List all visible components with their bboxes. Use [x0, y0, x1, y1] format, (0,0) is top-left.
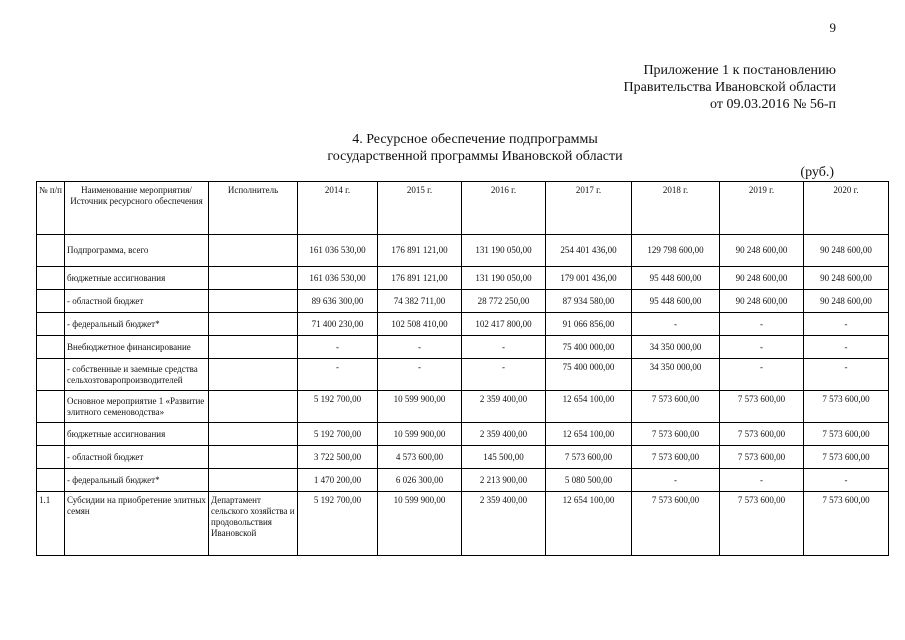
cell-2019: 7 573 600,00: [720, 423, 804, 446]
cell-2017: 5 080 500,00: [546, 469, 632, 492]
header-num: № п/п: [37, 182, 65, 235]
cell-2019: 90 248 600,00: [720, 290, 804, 313]
row-name: бюджетные ассигнования: [65, 423, 209, 446]
cell-2019: 7 573 600,00: [720, 492, 804, 556]
cell-2020: -: [804, 359, 889, 391]
cell-2018: 34 350 000,00: [632, 336, 720, 359]
cell-2018: 34 350 000,00: [632, 359, 720, 391]
header-year-2016: 2016 г.: [462, 182, 546, 235]
cell-2014: -: [298, 336, 378, 359]
cell-2019: -: [720, 313, 804, 336]
cell-2018: 129 798 600,00: [632, 235, 720, 267]
row-name: - областной бюджет: [65, 446, 209, 469]
cell-2014: 89 636 300,00: [298, 290, 378, 313]
header-year-2019: 2019 г.: [720, 182, 804, 235]
header-year-2015: 2015 г.: [378, 182, 462, 235]
table-row: [37, 359, 889, 391]
cell-2015: 6 026 300,00: [378, 469, 462, 492]
cell-2018: 7 573 600,00: [632, 391, 720, 423]
row-executor: [209, 235, 298, 267]
cell-2014: 161 036 530,00: [298, 235, 378, 267]
cell-2015: 10 599 900,00: [378, 492, 462, 556]
cell-2020: 90 248 600,00: [804, 290, 889, 313]
cell-2014: 5 192 700,00: [298, 492, 378, 556]
cell-2017: 12 654 100,00: [546, 492, 632, 556]
currency-unit: (руб.): [800, 165, 834, 180]
cell-2018: -: [632, 313, 720, 336]
cell-2019: -: [720, 336, 804, 359]
cell-2018: -: [632, 469, 720, 492]
row-executor: [209, 391, 298, 423]
table-row: [37, 423, 889, 446]
appendix-line-3: от 09.03.2016 № 56-п: [710, 97, 836, 112]
table-row: [37, 391, 889, 423]
row-executor: [209, 423, 298, 446]
row-name: Внебюджетное финансирование: [65, 336, 209, 359]
cell-2019: 90 248 600,00: [720, 235, 804, 267]
cell-2019: 90 248 600,00: [720, 267, 804, 290]
table-header-row: [37, 182, 889, 235]
cell-2017: 12 654 100,00: [546, 423, 632, 446]
table-row: [37, 267, 889, 290]
header-year-2020: 2020 г.: [804, 182, 889, 235]
row-num: [37, 469, 65, 492]
cell-2016: 131 190 050,00: [462, 267, 546, 290]
row-executor: [209, 446, 298, 469]
row-num: [37, 423, 65, 446]
table-row: [37, 290, 889, 313]
cell-2017: 179 001 436,00: [546, 267, 632, 290]
title-line-1: 4. Ресурсное обеспечение подпрограммы: [352, 132, 598, 147]
row-executor: [209, 267, 298, 290]
row-executor: [209, 290, 298, 313]
cell-2016: -: [462, 359, 546, 391]
row-executor: [209, 359, 298, 391]
cell-2020: 7 573 600,00: [804, 391, 889, 423]
header-year-2017: 2017 г.: [546, 182, 632, 235]
cell-2018: 7 573 600,00: [632, 423, 720, 446]
row-num: [37, 391, 65, 423]
cell-2017: 87 934 580,00: [546, 290, 632, 313]
appendix-note: [624, 62, 836, 113]
cell-2016: 145 500,00: [462, 446, 546, 469]
cell-2015: 10 599 900,00: [378, 391, 462, 423]
cell-2014: 71 400 230,00: [298, 313, 378, 336]
cell-2016: 102 417 800,00: [462, 313, 546, 336]
appendix-line-1: Приложение 1 к постановлению: [643, 63, 836, 78]
cell-2014: 161 036 530,00: [298, 267, 378, 290]
cell-2016: 131 190 050,00: [462, 235, 546, 267]
cell-2014: 1 470 200,00: [298, 469, 378, 492]
row-num: [37, 235, 65, 267]
row-name: Подпрограмма, всего: [65, 235, 209, 267]
table-row: [37, 469, 889, 492]
row-name: Субсидии на приобретение элитных семян: [65, 492, 209, 556]
cell-2015: 176 891 121,00: [378, 267, 462, 290]
row-num: [37, 267, 65, 290]
cell-2014: 5 192 700,00: [298, 391, 378, 423]
row-name: - федеральный бюджет*: [65, 313, 209, 336]
cell-2019: 7 573 600,00: [720, 446, 804, 469]
header-year-2018: 2018 г.: [632, 182, 720, 235]
cell-2014: 5 192 700,00: [298, 423, 378, 446]
cell-2016: 2 359 400,00: [462, 492, 546, 556]
cell-2017: 12 654 100,00: [546, 391, 632, 423]
cell-2018: 95 448 600,00: [632, 290, 720, 313]
row-executor: Департамент сельского хозяйства и продовольствия Ивановской: [209, 492, 298, 556]
page-number: 9: [829, 20, 836, 35]
row-num: [37, 446, 65, 469]
header-executor: Исполнитель: [209, 182, 298, 235]
row-name: бюджетные ассигнования: [65, 267, 209, 290]
cell-2016: 2 213 900,00: [462, 469, 546, 492]
cell-2015: 102 508 410,00: [378, 313, 462, 336]
document-title: [175, 131, 775, 165]
cell-2020: 7 573 600,00: [804, 423, 889, 446]
cell-2017: 254 401 436,00: [546, 235, 632, 267]
cell-2016: 2 359 400,00: [462, 423, 546, 446]
cell-2015: 10 599 900,00: [378, 423, 462, 446]
row-num: [37, 336, 65, 359]
row-executor: [209, 469, 298, 492]
cell-2015: -: [378, 336, 462, 359]
header-name: Наименование мероприятия/Источник ресурсного обеспечения: [65, 182, 209, 235]
cell-2020: -: [804, 313, 889, 336]
cell-2016: -: [462, 336, 546, 359]
cell-2020: 90 248 600,00: [804, 267, 889, 290]
cell-2016: 28 772 250,00: [462, 290, 546, 313]
table-row: [37, 235, 889, 267]
cell-2020: 7 573 600,00: [804, 446, 889, 469]
cell-2020: -: [804, 336, 889, 359]
cell-2017: 75 400 000,00: [546, 336, 632, 359]
cell-2019: -: [720, 469, 804, 492]
row-executor: [209, 313, 298, 336]
cell-2015: 74 382 711,00: [378, 290, 462, 313]
cell-2015: 4 573 600,00: [378, 446, 462, 469]
cell-2014: 3 722 500,00: [298, 446, 378, 469]
table-row: [37, 313, 889, 336]
cell-2018: 7 573 600,00: [632, 492, 720, 556]
header-year-2014: 2014 г.: [298, 182, 378, 235]
resource-table: [36, 181, 889, 556]
row-name: - собственные и заемные средства сельхозтоваропроизводителей: [65, 359, 209, 391]
table-row: [37, 446, 889, 469]
cell-2014: -: [298, 359, 378, 391]
cell-2016: 2 359 400,00: [462, 391, 546, 423]
cell-2015: -: [378, 359, 462, 391]
appendix-line-2: Правительства Ивановской области: [623, 80, 836, 95]
cell-2020: 7 573 600,00: [804, 492, 889, 556]
title-line-2: государственной программы Ивановской области: [327, 149, 623, 164]
cell-2018: 95 448 600,00: [632, 267, 720, 290]
table-row: [37, 492, 889, 556]
row-num: [37, 359, 65, 391]
cell-2018: 7 573 600,00: [632, 446, 720, 469]
cell-2017: 75 400 000,00: [546, 359, 632, 391]
row-name: - федеральный бюджет*: [65, 469, 209, 492]
row-name: Основное мероприятие 1 «Развитие элитного семеноводства»: [65, 391, 209, 423]
cell-2019: 7 573 600,00: [720, 391, 804, 423]
cell-2017: 7 573 600,00: [546, 446, 632, 469]
table-row: [37, 336, 889, 359]
cell-2019: -: [720, 359, 804, 391]
row-executor: [209, 336, 298, 359]
row-num: [37, 313, 65, 336]
cell-2020: 90 248 600,00: [804, 235, 889, 267]
row-num: 1.1: [37, 492, 65, 556]
row-num: [37, 290, 65, 313]
cell-2017: 91 066 856,00: [546, 313, 632, 336]
cell-2015: 176 891 121,00: [378, 235, 462, 267]
row-name: - областной бюджет: [65, 290, 209, 313]
cell-2020: -: [804, 469, 889, 492]
